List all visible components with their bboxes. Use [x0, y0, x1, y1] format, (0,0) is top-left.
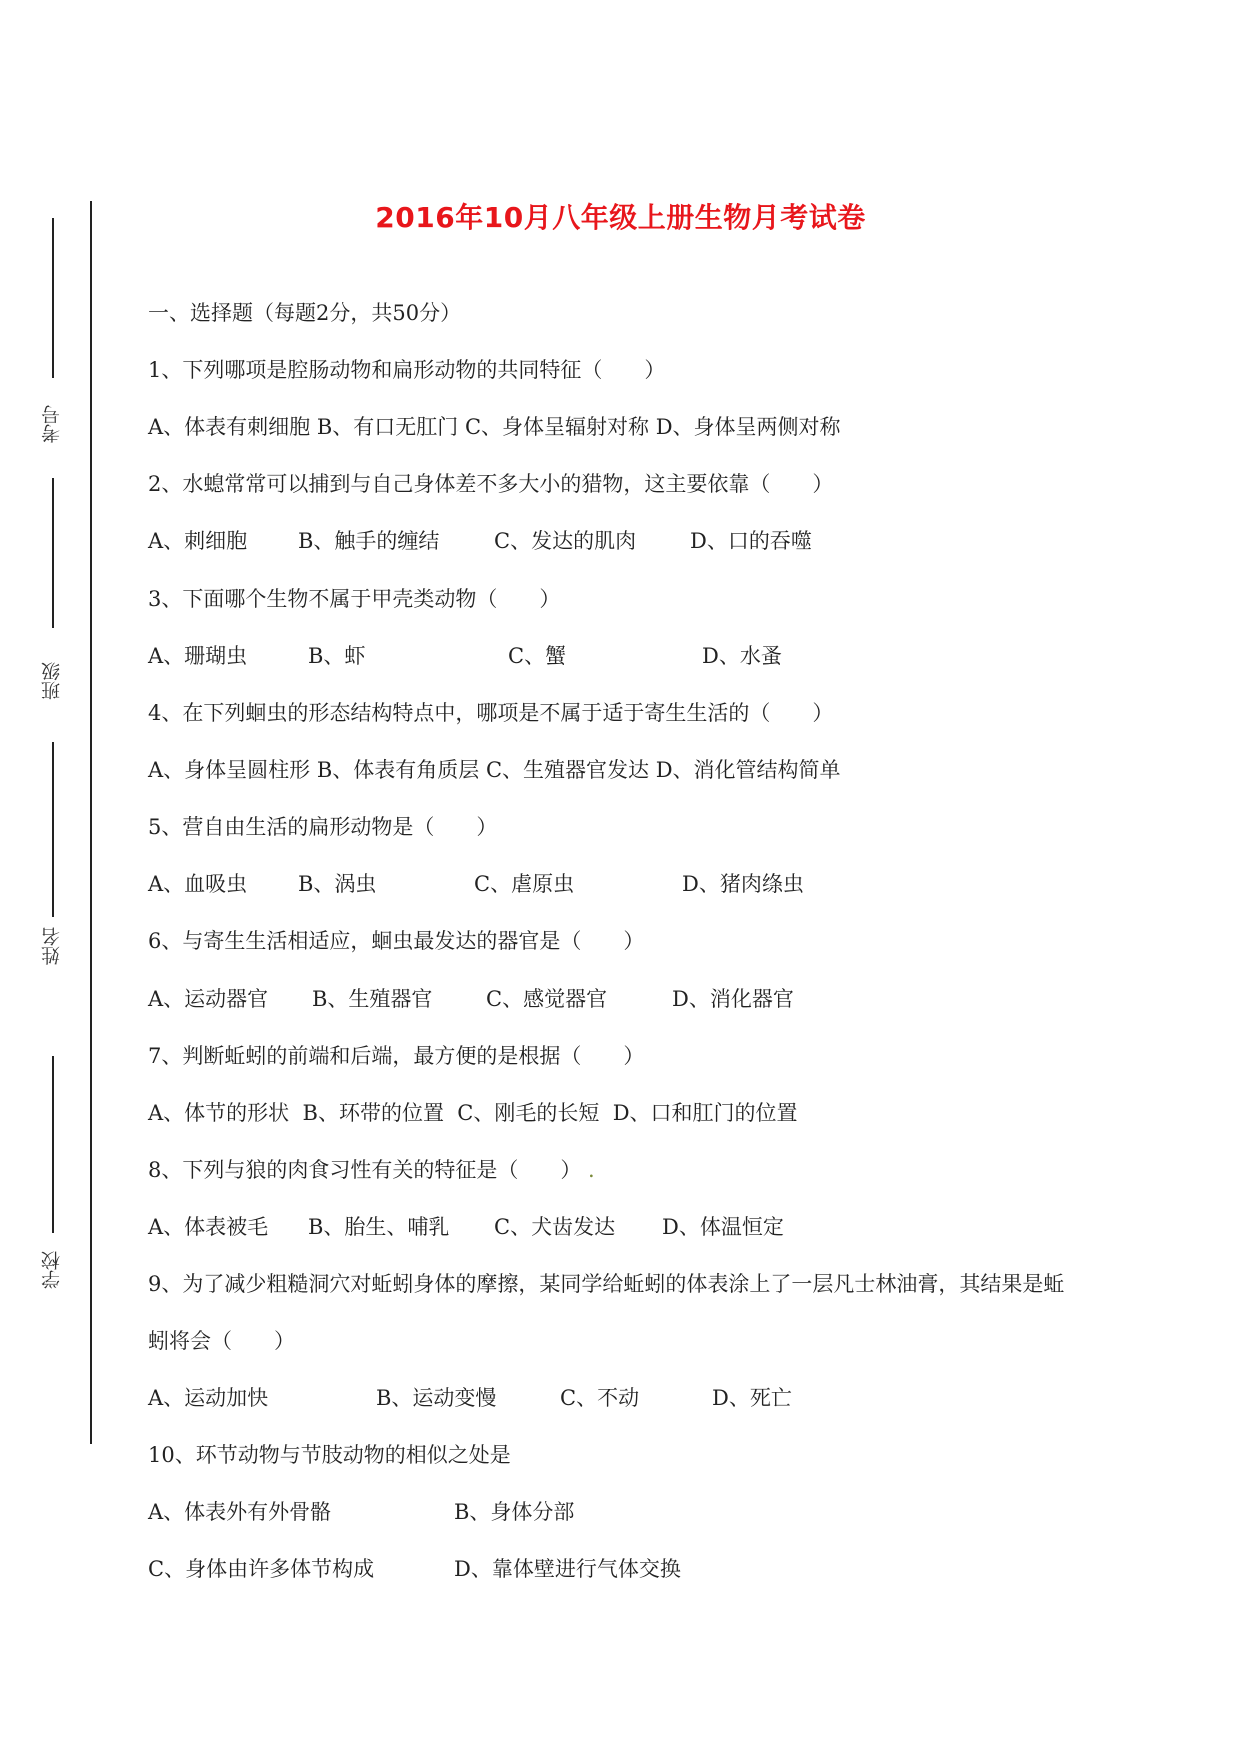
- binding-line: [52, 1056, 54, 1233]
- option-b: B、生殖器官: [312, 987, 433, 1011]
- option-a: A、血吸虫: [148, 872, 248, 896]
- section-heading: 一、选择题（每题2分，共50分）: [148, 301, 462, 325]
- question-options: [148, 527, 1148, 555]
- option-a: A、运动器官: [148, 987, 269, 1011]
- option-b: B、涡虫: [298, 872, 377, 896]
- question-stem: 2、水螅常常可以捕到与自己身体差不多大小的猎物，这主要依靠（ ）: [148, 472, 834, 496]
- option-c: C、身体由许多体节构成: [148, 1557, 375, 1581]
- binding-line: [52, 478, 54, 628]
- question-options: [148, 1213, 1148, 1241]
- margin-vertical-rule: [90, 201, 92, 1444]
- question-options: A、体节的形状 B、环带的位置 C、刚毛的长短 D、口和肛门的位置: [148, 1101, 798, 1125]
- option-d: D、消化器官: [672, 987, 794, 1011]
- stray-mark: .: [588, 1158, 595, 1182]
- binding-label-school: 学校: [41, 1251, 63, 1289]
- option-c: C、犬齿发达: [494, 1215, 616, 1239]
- option-c: C、发达的肌肉: [494, 529, 637, 553]
- option-b: B、运动变慢: [376, 1386, 497, 1410]
- question-stem: 6、与寄生生活相适应，蛔虫最发达的器官是（ ）: [148, 929, 645, 953]
- binding-label-class: 班级: [41, 662, 63, 700]
- question-options: [148, 1384, 1148, 1412]
- option-d: D、死亡: [712, 1386, 792, 1410]
- question-options: [148, 1498, 1148, 1526]
- question-stem: 1、下列哪项是腔肠动物和扁形动物的共同特征（ ）: [148, 358, 666, 382]
- question-stem-continued: 蚓将会（ ）: [148, 1329, 295, 1353]
- question-stem-text: 8、下列与狼的肉食习性有关的特征是（ ）: [148, 1158, 582, 1182]
- question-stem: 5、营自由生活的扁形动物是（ ）: [148, 815, 498, 839]
- option-b: B、胎生、哺乳: [308, 1215, 450, 1239]
- page-title: 2016年10月八年级上册生物月考试卷: [375, 201, 866, 234]
- option-b: B、虾: [308, 644, 366, 668]
- question-stem: 4、在下列蛔虫的形态结构特点中，哪项是不属于适于寄生生活的（ ）: [148, 701, 834, 725]
- question-options: [148, 870, 1148, 898]
- option-a: A、体表被毛: [148, 1215, 269, 1239]
- option-a: A、刺细胞: [148, 529, 248, 553]
- option-c: C、虐原虫: [474, 872, 575, 896]
- binding-line: [52, 218, 54, 378]
- option-b: B、触手的缠结: [298, 529, 440, 553]
- question-options: [148, 642, 1148, 670]
- option-a: A、运动加快: [148, 1386, 269, 1410]
- option-c: C、不动: [560, 1386, 640, 1410]
- question-stem: 3、下面哪个生物不属于甲壳类动物（ ）: [148, 587, 561, 611]
- question-options: [148, 1555, 1148, 1583]
- question-stem: [148, 1156, 595, 1184]
- option-c: C、感觉器官: [486, 987, 608, 1011]
- option-d: D、体温恒定: [662, 1215, 784, 1239]
- question-options: A、身体呈圆柱形 B、体表有角质层 C、生殖器官发达 D、消化管结构简单: [148, 758, 841, 782]
- option-d: D、猪肉绦虫: [682, 872, 804, 896]
- binding-label-exam-number: 考号: [41, 405, 63, 443]
- option-d: D、口的吞噬: [690, 529, 812, 553]
- option-d: D、靠体壁进行气体交换: [454, 1557, 681, 1581]
- question-options: A、体表有刺细胞 B、有口无肛门 C、身体呈辐射对称 D、身体呈两侧对称: [148, 415, 841, 439]
- question-stem: 10、环节动物与节肢动物的相似之处是: [148, 1443, 511, 1467]
- option-b: B、身体分部: [454, 1500, 575, 1524]
- question-stem: 7、判断蚯蚓的前端和后端，最方便的是根据（ ）: [148, 1044, 645, 1068]
- option-a: A、体表外有外骨骼: [148, 1500, 332, 1524]
- question-stem: 9、为了减少粗糙洞穴对蚯蚓身体的摩擦，某同学给蚯蚓的体表涂上了一层凡士林油膏，其结果是蚯: [148, 1272, 1065, 1296]
- binding-label-name: 姓名: [41, 927, 63, 965]
- binding-line: [52, 742, 54, 917]
- option-c: C、蟹: [508, 644, 567, 668]
- question-options: [148, 985, 1148, 1013]
- option-a: A、珊瑚虫: [148, 644, 248, 668]
- option-d: D、水蚤: [702, 644, 782, 668]
